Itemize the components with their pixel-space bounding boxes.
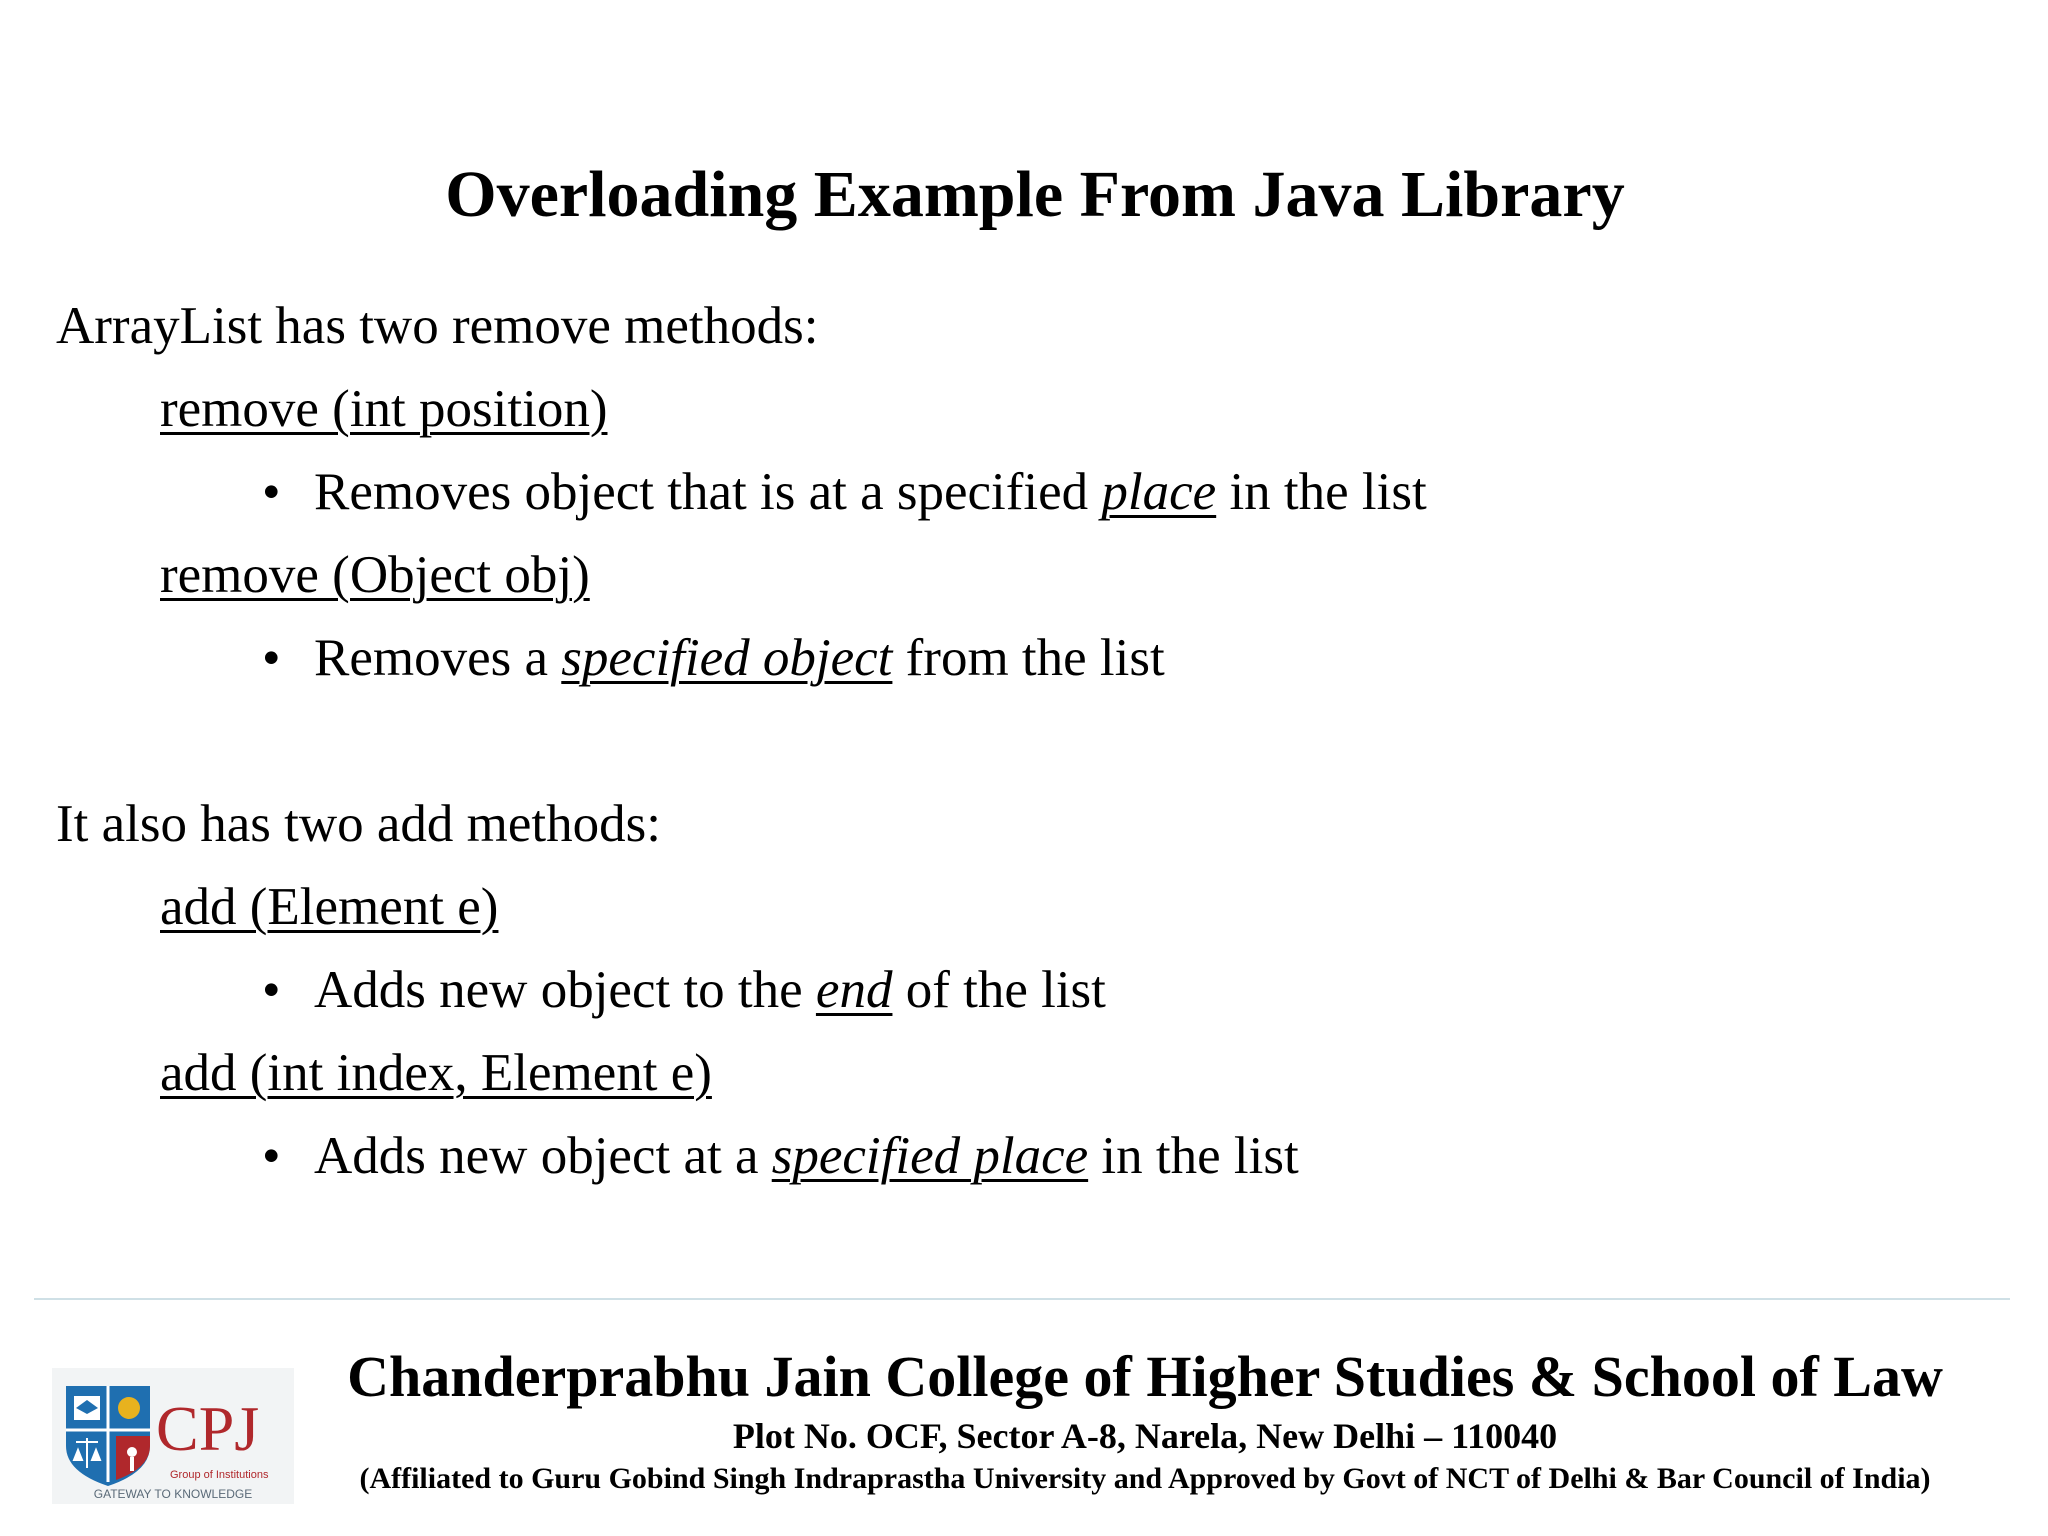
bullet-dot: • xyxy=(262,463,281,521)
add-elem-signature-text: add (Element e) xyxy=(160,878,499,936)
remove-obj-desc-em: specified object xyxy=(561,629,893,687)
add-elem-desc-a: Adds new object to the xyxy=(314,961,816,1019)
remove-int-bullet xyxy=(262,457,1427,527)
add-elem-desc-b: of the list xyxy=(892,961,1106,1019)
remove-int-desc-b: in the list xyxy=(1216,463,1427,521)
add-index-desc-em: specified place xyxy=(771,1127,1089,1185)
add-index-desc-b: in the list xyxy=(1088,1127,1299,1185)
add-elem-bullet xyxy=(262,955,1106,1025)
bullet-dot: • xyxy=(262,1127,281,1185)
remove-int-desc-a: Removes object that is at a specified xyxy=(314,463,1102,521)
logo-cpj-text: CPJ xyxy=(156,1393,260,1464)
remove-int-signature-text: remove (int position) xyxy=(160,380,608,438)
logo-tagline-text: GATEWAY TO KNOWLEDGE xyxy=(93,1487,253,1501)
remove-obj-desc-b: from the list xyxy=(892,629,1165,687)
college-affiliation: (Affiliated to Guru Gobind Singh Indraprastha University and Approved by Govt of NCT of Delhi & Bar Council of India) xyxy=(359,1462,1931,1495)
remove-obj-bullet xyxy=(262,623,1165,693)
add-index-signature-text: add (int index, Element e) xyxy=(160,1044,712,1102)
bullet-dot: • xyxy=(262,629,281,687)
remove-int-desc-em: place xyxy=(1101,463,1217,521)
logo-sub-text: Group of Institutions xyxy=(170,1469,269,1481)
add-index-desc-a: Adds new object at a xyxy=(314,1127,772,1185)
remove-intro: ArrayList has two remove methods: xyxy=(56,297,819,355)
add-elem-desc-em: end xyxy=(815,961,893,1019)
remove-obj-signature xyxy=(160,540,590,610)
add-elem-signature xyxy=(160,872,498,942)
college-name: Chanderprabhu Jain College of Higher Studies & School of Law xyxy=(347,1344,1943,1409)
college-address: Plot No. OCF, Sector A-8, Narela, New Delhi – 110040 xyxy=(732,1416,1558,1456)
add-index-bullet xyxy=(262,1121,1299,1191)
bullet-dot: • xyxy=(262,961,281,1019)
remove-int-signature xyxy=(160,374,607,444)
add-index-signature xyxy=(160,1038,712,1108)
add-intro: It also has two add methods: xyxy=(56,795,661,853)
college-logo xyxy=(52,1368,294,1504)
college-logo-graphic xyxy=(52,1368,294,1504)
footer-divider xyxy=(34,1298,2010,1300)
remove-obj-signature-text: remove (Object obj) xyxy=(160,546,590,604)
slide-title: Overloading Example From Java Library xyxy=(445,158,1625,231)
remove-obj-desc-a: Removes a xyxy=(314,629,562,687)
